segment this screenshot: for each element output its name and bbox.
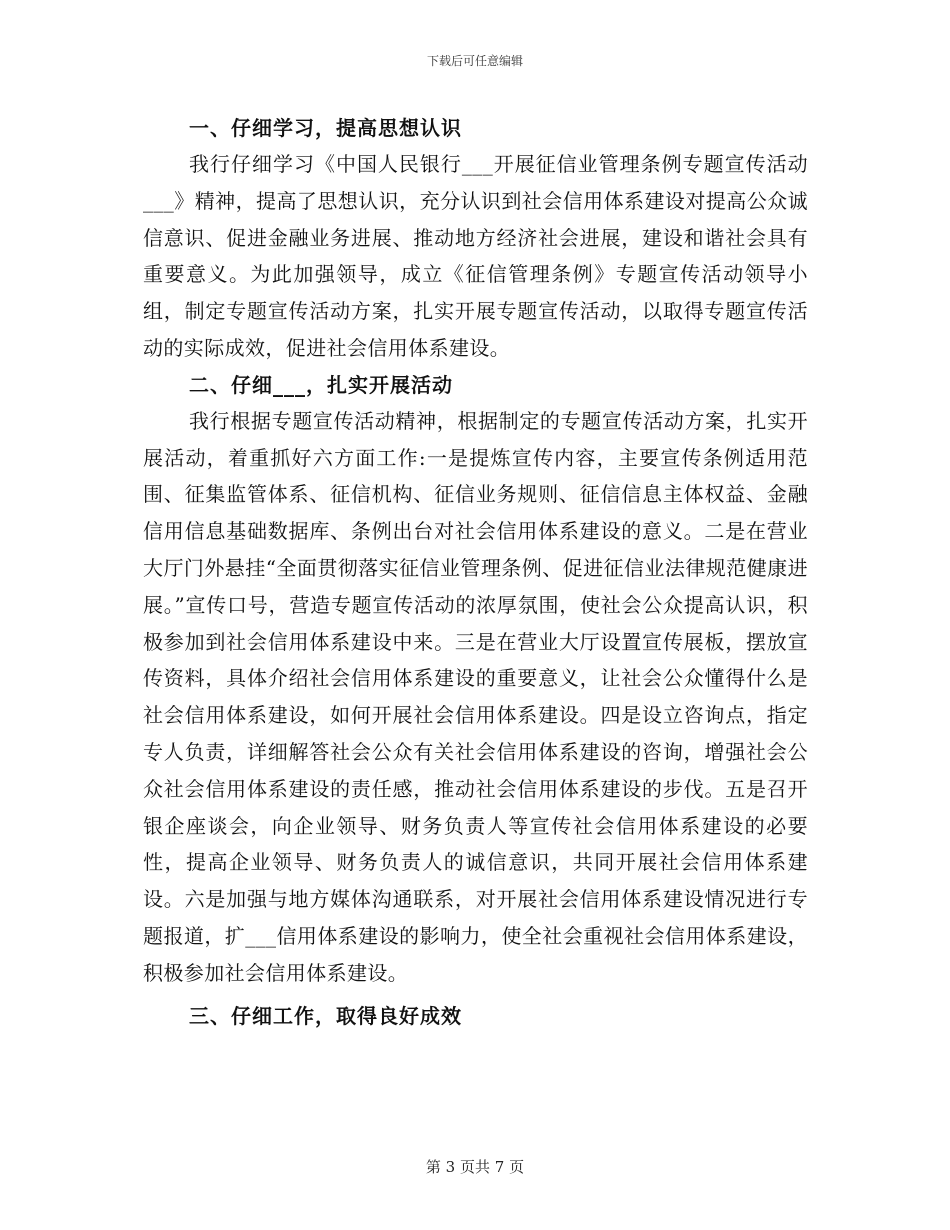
section-3-heading: 三、仔细工作，取得良好成效: [189, 1003, 462, 1028]
document-body: [143, 110, 808, 1034]
section-1-heading: 一、仔细学习，提高思想认识: [189, 116, 462, 140]
section-1-paragraph: 我行仔细学习《中国人民银行___开展征信业管理条例专题宣传活动___》精神，提高了思想认识，充分认识到社会信用体系建设对提高公众诚信意识、促进金融业务进展、推动地方经济社会进展，建设和谐社会具有重要意义。为此加强领导，成立《征信管理条例》专题宣传活动领导小组，制定专题宣传活动方案，扎实开展专题宣传活动，以取得专题宣传活动的实际成效，促进社会信用体系建设。: [143, 152, 808, 360]
section-2-paragraph: 我行根据专题宣传活动精神，根据制定的专题宣传活动方案，扎实开展活动，着重抓好六方面工作:一是提炼宣传内容，主要宣传条例适用范围、征集监管体系、征信机构、征信业务规则、征信信息主体权益、金融信用信息基础数据库、条例出台对社会信用体系建设的意义。二是在营业大厅门外悬挂“全面贯彻落实征信业管理条例、促进征信业法律规范健康进展。”宣传口号，营造专题宣传活动的浓厚氛围，使社会公众提高认识，积极参加到社会信用体系建设中来。三是在营业大厅设置宣传展板，摆放宣传资料，具体介绍社会信用体系建设的重要意义，让社会公众懂得什么是社会信用体系建设，如何开展社会信用体系建设。四是设立咨询点，指定专人负责，详细解答社会公众有关社会信用体系建设的咨询，增强社会公众社会信用体系建设的责任感，推动社会信用体系建设的步伐。五是召开银企座谈会，向企业领导、财务负责人等宣传社会信用体系建设的必要性，提高企业领导、财务负责人的诚信意识，共同开展社会信用体系建设。六是加强与地方媒体沟通联系，对开展社会信用体系建设情况进行专题报道，扩___信用体系建设的影响力，使全社会重视社会信用体系建设，积极参加社会信用体系建设。: [143, 408, 808, 985]
page-header-note: 下载后可任意编辑: [426, 54, 523, 68]
page-number-footer: 第 3 页共 7 页: [425, 1158, 525, 1176]
section-2-heading: 二、仔细___，扎实开展活动: [189, 372, 453, 397]
